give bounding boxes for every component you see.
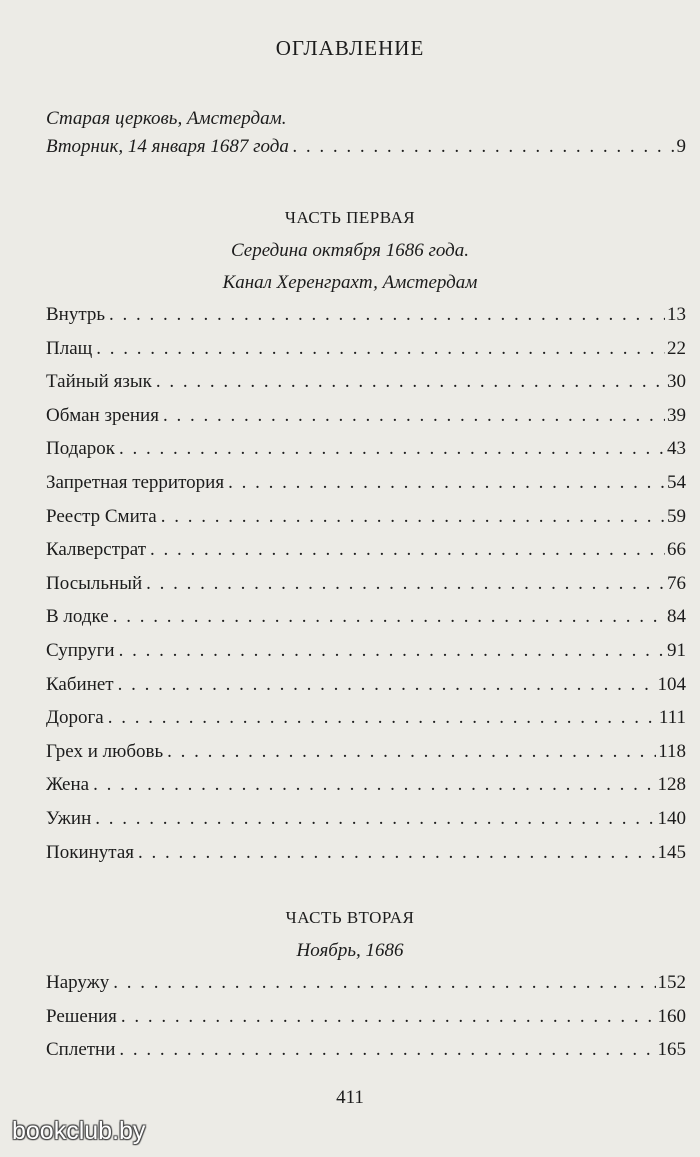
toc-row [46, 1039, 686, 1073]
toc-entry-title: Запретная территория [46, 471, 225, 493]
toc-entry-title: Кабинет [46, 673, 114, 695]
toc-entry-title: Реестр Смита [46, 505, 157, 527]
leader-dots [138, 842, 656, 864]
leader-dots [293, 136, 675, 158]
toc-row [46, 1006, 686, 1040]
toc-row [46, 371, 686, 405]
leader-dots [109, 304, 665, 326]
toc-row [46, 136, 686, 170]
toc-entry-page: 104 [657, 673, 686, 695]
leader-dots [108, 707, 657, 729]
toc-entry-title: Калверстрат [46, 539, 147, 561]
toc-row [46, 304, 686, 338]
toc-entry-title: Супруги [46, 639, 115, 661]
toc-entry-title: Жена [46, 774, 90, 796]
toc-row [46, 972, 686, 1006]
toc-row [46, 640, 686, 674]
toc-row [46, 573, 686, 607]
leader-dots [121, 1006, 656, 1028]
toc-entry-page: 43 [667, 438, 686, 460]
part-one-subtitle-1: Середина октября 1686 года. [230, 240, 470, 261]
prologue-entry [46, 136, 686, 170]
page-number: 411 [336, 1087, 364, 1108]
toc-entry-page: 39 [667, 404, 686, 426]
prologue-line-1: Старая церковь, Амстердам. [46, 108, 287, 129]
leader-dots [228, 472, 665, 494]
toc-entry-title: Подарок [46, 438, 116, 460]
leader-dots [119, 640, 665, 662]
toc-heading: ОГЛАВЛЕНИЕ [275, 36, 425, 60]
toc-entry-page: 152 [657, 972, 686, 993]
toc-entry-title: Плащ [46, 337, 93, 359]
leader-dots [161, 506, 665, 528]
toc-entry-title: Дорога [46, 707, 104, 729]
toc-entry-page: 22 [667, 337, 686, 359]
leader-dots [119, 438, 665, 460]
toc-row [46, 405, 686, 439]
part-two-title: ЧАСТЬ ВТОРАЯ [285, 908, 415, 927]
toc-entry-title: Сплетни [46, 1039, 116, 1061]
leader-dots [150, 539, 665, 561]
toc-row [46, 438, 686, 472]
toc-entry-page: 145 [657, 841, 686, 863]
toc-entry-page: 140 [657, 807, 686, 829]
toc-entry-page: 91 [667, 639, 686, 661]
watermark: bookclub.by [12, 1117, 146, 1145]
toc-row [46, 808, 686, 842]
leader-dots [146, 573, 665, 595]
part-one-toc [46, 304, 686, 875]
toc-entry-page: 59 [667, 505, 686, 527]
toc-entry-page: 54 [667, 471, 686, 493]
toc-entry-title: Обман зрения [46, 404, 159, 426]
toc-row [46, 472, 686, 506]
toc-row [46, 774, 686, 808]
leader-dots [93, 774, 655, 796]
toc-entry-page: 118 [658, 740, 686, 762]
toc-entry-page: 9 [676, 136, 686, 157]
toc-entry-page: 30 [667, 371, 686, 393]
toc-row [46, 674, 686, 708]
toc-entry-title: Внутрь [46, 304, 106, 325]
toc-entry-title: Наружу [46, 972, 110, 993]
toc-entry-title: В лодке [46, 606, 109, 628]
toc-entry-page: 128 [657, 774, 686, 796]
toc-entry-page: 84 [667, 606, 686, 628]
toc-row [46, 842, 686, 876]
toc-entry-title: Грех и любовь [46, 740, 164, 762]
leader-dots [118, 674, 656, 696]
toc-entry-title: Тайный язык [46, 371, 152, 393]
toc-entry-title: Ужин [46, 807, 92, 829]
leader-dots [119, 1039, 655, 1061]
part-one-subtitle-2: Канал Херенграхт, Амстердам [222, 272, 478, 293]
toc-row [46, 506, 686, 540]
part-two-subtitle: Ноябрь, 1686 [296, 940, 404, 961]
part-two-toc [46, 972, 686, 1073]
toc-entry-title: Покинутая [46, 841, 134, 863]
leader-dots [96, 338, 665, 360]
leader-dots [167, 741, 656, 763]
leader-dots [156, 371, 665, 393]
toc-entry-page: 76 [667, 572, 686, 594]
leader-dots [113, 606, 665, 628]
leader-dots [113, 972, 655, 994]
toc-entry-page: 111 [658, 707, 686, 729]
leader-dots [95, 808, 655, 830]
toc-entry-page: 13 [667, 304, 686, 325]
toc-entry-title: Вторник, 14 января 1687 года [46, 136, 289, 157]
toc-row [46, 338, 686, 372]
toc-row [46, 741, 686, 775]
toc-row [46, 707, 686, 741]
toc-entry-page: 160 [657, 1005, 686, 1027]
toc-row [46, 539, 686, 573]
toc-entry-page: 165 [657, 1039, 686, 1061]
toc-row [46, 606, 686, 640]
leader-dots [163, 405, 665, 427]
toc-entry-title: Решения [46, 1005, 117, 1027]
toc-entry-title: Посыльный [46, 572, 143, 594]
part-one-title: ЧАСТЬ ПЕРВАЯ [284, 208, 416, 227]
toc-entry-page: 66 [667, 539, 686, 561]
